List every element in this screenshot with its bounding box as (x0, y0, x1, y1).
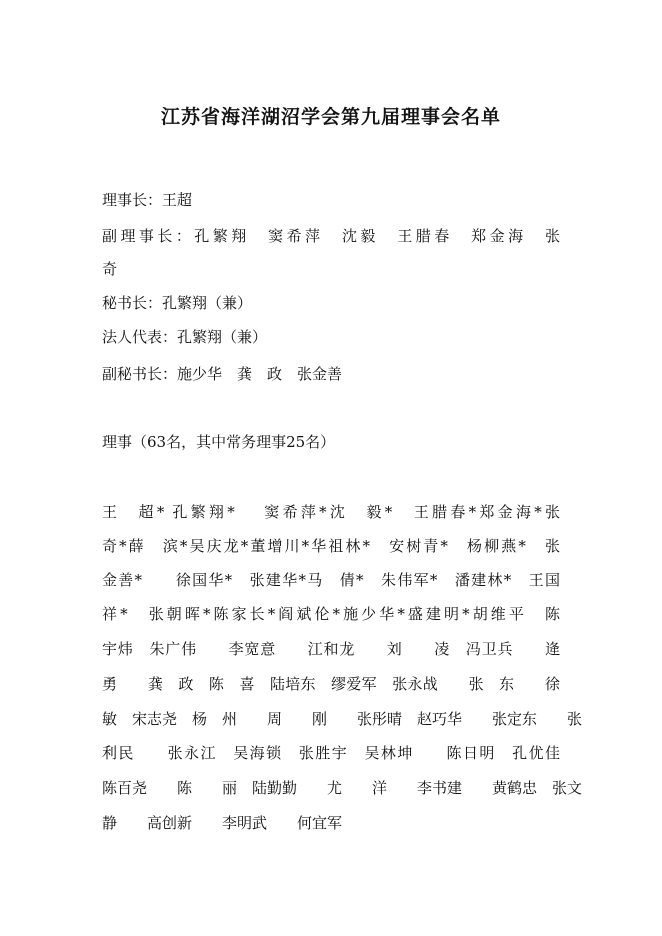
officer-president: 理事长：王超 (102, 191, 193, 209)
officer-vice-presidents: 副理事长：孔繁翔 窦希萍 沈毅 王腊春 郑金海 张 (102, 227, 560, 245)
document-title: 江苏省海洋湖沼学会第九届理事会名单 (160, 106, 501, 128)
council-line: 敏 宋志尧 杨 州 周 刚 张彤晴 赵巧华 张定东 张 (102, 710, 583, 728)
officer-secretary-general: 秘书长：孔繁翔（兼） (102, 294, 253, 312)
council-line: 奇*薛 滨*吴庆龙*董增川*华祖林* 安树青* 杨柳燕* 张 (102, 537, 560, 555)
officer-vice-presidents-cont: 奇 (102, 260, 118, 278)
officer-legal-representative: 法人代表：孔繁翔（兼） (102, 328, 268, 346)
council-line: 祥* 张朝晖*陈家长*阎斌伦*施少华*盛建明*胡维平 陈 (102, 605, 560, 623)
council-line: 陈百尧 陈 丽 陆勤勤 尤 洋 李书建 黄鹤忠 张文 (102, 779, 583, 797)
council-line: 金善* 徐国华* 张建华*马 倩* 朱伟军* 潘建林* 王国 (102, 571, 560, 589)
council-line: 静 高创新 李明武 何宜军 (102, 814, 343, 832)
council-line: 王 超* 孔繁翔* 窦希萍*沈 毅* 王腊春*郑金海*张 (102, 503, 560, 521)
council-line: 勇 龚 政 陈 喜 陆培东 缪爱军 张永战 张 东 徐 (102, 675, 560, 693)
council-line: 利民 张永江 吴海锁 张胜宇 吴林坤 陈日明 孔优佳 (102, 744, 560, 762)
council-heading: 理事（63名，其中常务理事25名） (102, 433, 336, 451)
officer-deputy-secretaries: 副秘书长：施少华 龚 政 张金善 (102, 365, 343, 383)
council-line: 宇炜 朱广伟 李宽意 江和龙 刘 凌 冯卫兵 逄 (102, 640, 560, 658)
